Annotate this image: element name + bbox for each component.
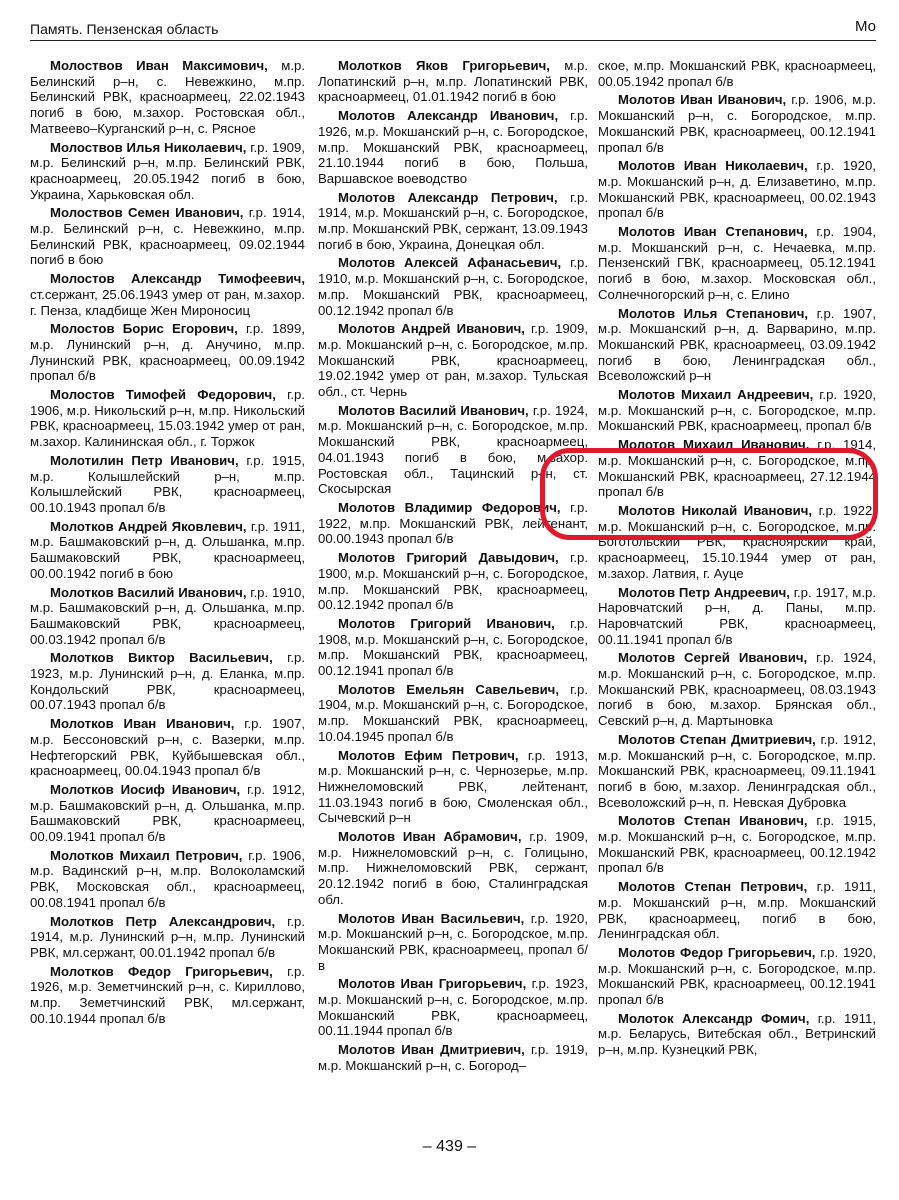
entry-name: Молотилин Петр Иванович, [50, 452, 239, 468]
entry-text: г.р. 1914, м.р. Мокшанский р–н, с. Богородское, м.пр. Мокшанский РВК, красноармеец, 27.12.1944 пропал б/в [598, 437, 876, 500]
entry [318, 403, 588, 497]
entry [598, 437, 876, 500]
entry-text: г.р. 1917, м.р. Наровчатский р–н, д. Паны, м.пр. Наровчатский РВК, красноармеец, 00.11.1941 пропал б/в [598, 584, 876, 647]
entry-name: Молотов Алексей Афанасьевич, [338, 255, 562, 271]
entry [598, 650, 876, 729]
entry-text: г.р. 1906, м.р. Никольский р–н, м.пр. Никольский РВК, красноармеец, 15.03.1942 умер от ран, м.захор. Калининская обл., г. Торжок [30, 387, 305, 450]
entry-text: г.р. 1911, м.р. Беларусь, Витебская обл., Ветринский р–н, м.пр. Кузнецкий РВК, [598, 1010, 876, 1058]
entry-text: г.р. 1911, м.р. Башмаковский р–н, д. Ольшанка, м.пр. Башмаковский РВК, красноармеец, 00.00.1942 погиб в бою [30, 518, 305, 581]
entry-text: г.р. 1920, м.р. Мокшанский р–н, с. Богородское, м.пр. Мокшанский РВК, красноармеец, пропал б/в [318, 910, 588, 973]
entry-name: Молотов Иван Иванович, [618, 92, 787, 108]
entry-name: Молотов Ефим Петрович, [338, 747, 519, 763]
entry-text: г.р. 1923, м.р. Лунинский р–н, д. Еланка, м.пр. Кондольский РВК, красноармеец, 00.07.1943 пропал б/в [30, 650, 305, 713]
entry [598, 813, 876, 876]
entry-name: Молотов Григорий Иванович, [338, 615, 555, 631]
entry-text: г.р. 1911, м.р. Мокшанский р–н, м.пр. Мокшанский РВК, красноармеец, погиб в бою, Ленинградская обл. [598, 879, 876, 942]
entry-name: Молотков Иосиф Иванович, [50, 781, 241, 797]
entry-text: г.р. 1914, м.р. Мокшанский р–н, с. Богородское, м.пр. Мокшанский РВК, сержант, 13.09.1943 погиб в бою, Украина, Донецкая обл. [318, 189, 588, 252]
entry [598, 879, 876, 942]
entry-text: г.р. 1922, м.пр. Мокшанский РВК, лейтенант, 00.00.1943 пропал б/в [318, 499, 588, 547]
entry-text: г.р. 1922, м.р. Мокшанский р–н, с. Богородское, м.пр. Боготольский РВК, Красноярский край, красноармеец, 15.10.1944 умер от ран, м.захор. Латвия, г. Ауце [598, 502, 876, 581]
entry-text: г.р. 1906, м.р. Вадинский р–н, м.пр. Волоколамский РВК, Московская обл., красноармеец, 00.08.1941 пропал б/в [30, 847, 305, 910]
entry [598, 158, 876, 221]
entry-text: г.р. 1906, м.р. Мокшанский р–н, с. Богородское, м.пр. Мокшанский РВК, красноармеец, 00.12.1941 пропал б/в [598, 92, 876, 155]
entry-text: ст.сержант, 25.06.1943 умер от ран, м.захор. г. Пенза, кладбище Жен Мироносиц [30, 286, 305, 318]
entry [318, 550, 588, 613]
entry-name: Молотов Александр Петрович, [338, 189, 558, 205]
entry [30, 716, 305, 779]
entry [30, 914, 305, 961]
entry-name: Молоствов Илья Николаевич, [50, 139, 247, 155]
entry [30, 205, 305, 268]
entry-text: г.р. 1910, м.р. Мокшанский р–н, с. Богородское, м.пр. Мокшанский РВК, красноармеец, 00.12.1942 пропал б/в [318, 255, 588, 318]
entry-name: Молотков Василий Иванович, [50, 584, 247, 600]
column-2 [318, 58, 588, 1138]
entry-name: Молотков Виктор Васильевич, [50, 650, 273, 666]
entry-text: г.р. 1914, м.р. Лунинский р–н, м.пр. Лунинский РВК, мл.сержант, 00.01.1942 пропал б/в [30, 913, 305, 960]
entry-name: Молотов Степан Петрович, [618, 879, 808, 895]
entry-name: Молотков Михаил Петрович, [50, 847, 243, 863]
entry-name: Молотов Илья Степанович, [618, 305, 809, 321]
entry [318, 500, 588, 547]
entry [598, 732, 876, 811]
entry-name: Молоствов Иван Максимович, [50, 58, 268, 73]
entry [30, 58, 305, 137]
entry-name: Молотов Степан Иванович, [618, 813, 808, 829]
entry-name: Молотков Яков Григорьевич, [338, 58, 550, 73]
entry [30, 848, 305, 911]
entry [30, 321, 305, 384]
entry-text: г.р. 1924, м.р. Мокшанский р–н, с. Богородское, м.пр. Мокшанский РВК, красноармеец, 08.03.1943 погиб в бою, м.захор. Брянская обл., Севский р–н, д. Мартыновка [598, 650, 876, 729]
entry-name: Молотов Николай Иванович, [618, 502, 813, 518]
entry [598, 224, 876, 303]
entry-text: г.р. 1909, м.р. Нижнеломовский р–н, с. Голицыно, м.пр. Нижнеломовский РВК, сержант, 20.12.1942 погиб в бою, Сталинградская обл. [318, 829, 588, 907]
entry-text: г.р. 1909, м.р. Мокшанский р–н, с. Богородское, м.пр. Мокшанский РВК, красноармеец, 19.02.1942 умер от ран, м.захор. Тульская обл., ст. Чернь [318, 321, 588, 400]
entry-name: Молотов Иван Дмитриевич, [338, 1042, 525, 1058]
entry-text: г.р. 1920, м.р. Мокшанский р–н, с. Богородское, м.пр. Мокшанский РВК, красноармеец, пропал б/в [598, 387, 876, 434]
entry-name: Молоствов Семен Иванович, [50, 205, 244, 221]
entry-text: г.р. 1912, м.р. Мокшанский р–н, с. Богородское, м.пр. Мокшанский РВК, красноармеец, 09.11.1941 погиб в бою, м.захор. Ленинградская обл., Всеволожский р–н, п. Невская Дубровка [598, 731, 876, 810]
entry-name: Молотов Иван Степанович, [618, 224, 808, 240]
entry-text: г.р. 1924, м.р. Мокшанский р–н, с. Богородское, м.пр. Мокшанский РВК, красноармеец, 04.01.1943 погиб в бою, м.захор. Ростовская обл., Тацинский р–н, ст. Скосырская [318, 402, 588, 497]
entry-name: Молотов Михаил Андреевич, [618, 387, 814, 403]
entry-name: Молотов Александр Иванович, [338, 108, 559, 124]
entry [598, 92, 876, 155]
entry [318, 682, 588, 745]
entry-name: Молотов Петр Андреевич, [618, 584, 790, 600]
entry-text: г.р. 1904, м.р. Мокшанский р–н, с. Богородское, м.пр. Мокшанский РВК, красноармеец, 10.04.1945 пропал б/в [318, 681, 588, 744]
entry-text: г.р. 1919, м.р. Мокшанский р–н, с. Богород– [318, 1042, 588, 1073]
entry [30, 650, 305, 713]
entry [598, 387, 876, 434]
entry [30, 453, 305, 516]
entry-name: Молотов Сергей Иванович, [618, 650, 808, 666]
entry-name: Молотов Андрей Иванович, [338, 321, 525, 337]
entry [598, 306, 876, 385]
entry-text: г.р. 1907, м.р. Бессоновский р–н, с. Вазерки, м.пр. Нефтегорский РВК, Куйбышевская обл., красноармеец, 00.04.1943 пропал б/в [30, 716, 305, 779]
entry-text: г.р. 1899, м.р. Лунинский р–н, д. Анучино, м.пр. Лунинский РВК, красноармеец, 00.09.1942 пропал б/в [30, 321, 305, 384]
entry [30, 271, 305, 318]
entry [598, 585, 876, 648]
entry-text: г.р. 1915, м.р. Мокшанский р–н, с. Богородское, м.пр. Мокшанский РВК, красноармеец, 00.12.1942 пропал б/в [598, 813, 876, 876]
column-1 [30, 58, 305, 1138]
entry [30, 964, 305, 1027]
entry-text: г.р. 1912, м.р. Башмаковский р–н, д. Ольшанка, м.пр. Башмаковский РВК, красноармеец, 00.09.1941 пропал б/в [30, 781, 305, 845]
header-letters: Мо [854, 18, 876, 35]
entry-text: г.р. 1908, м.р. Мокшанский р–н, с. Богородское, м.пр. Мокшанский РВК, красноармеец, 00.12.1941 пропал б/в [318, 615, 588, 679]
entry [318, 108, 588, 187]
entry-name: Молотков Андрей Яковлевич, [50, 518, 247, 534]
entry-name: Молоток Александр Фомич, [618, 1010, 810, 1026]
header-title: Память. Пензенская область [30, 21, 219, 37]
entry-text: г.р. 1914, м.р. Белинский р–н, с. Невежкино, м.пр. Белинский РВК, красноармеец, 09.02.1944 погиб в бою [30, 205, 305, 268]
entry-name: Молотов Иван Абрамович, [338, 829, 522, 845]
entry [318, 748, 588, 827]
entry [598, 1011, 876, 1058]
entry-text: г.р. 1900, м.р. Мокшанский р–н, с. Богородское, м.пр. Мокшанский РВК, красноармеец, 00.12.1942 пропал б/в [318, 550, 588, 613]
entry-text: г.р. 1913, м.р. Мокшанский р–н, с. Чернозерье, м.пр. Нижнеломовский РВК, лейтенант, 11.03.1943 погиб в бою, Смоленская обл., Сычевский р–н [318, 747, 588, 826]
entry-name: Молотов Григорий Давыдович, [338, 550, 559, 566]
entry-name: Молостов Александр Тимофеевич, [50, 271, 305, 287]
entry-name: Молотов Иван Васильевич, [338, 910, 525, 926]
entry [318, 190, 588, 253]
entry-name: Молотков Федор Григорьевич, [50, 963, 273, 979]
running-header [30, 18, 876, 41]
entry-name: Молотов Василий Иванович, [338, 402, 529, 418]
entry-name: Молостов Борис Егорович, [50, 321, 238, 337]
entry-name: Молотов Емельян Савельевич, [338, 681, 560, 697]
entry [598, 503, 876, 582]
entry-name: Молостов Тимофей Федорович, [50, 387, 276, 403]
entry-text: ское, м.пр. Мокшанский РВК, красноармеец, 00.05.1942 пропал б/в [598, 58, 876, 89]
entry [30, 519, 305, 582]
entry-text: г.р. 1923, м.р. Мокшанский р–н, с. Богородское, м.пр. Мокшанский РВК, красноармеец, 00.11.1944 пропал б/в [318, 976, 588, 1039]
page-number: – 439 – [422, 1138, 477, 1155]
entry [318, 976, 588, 1039]
entry-name: Молотов Владимир Федорович, [338, 499, 561, 515]
entry [318, 321, 588, 400]
entry-name: Молотов Иван Николаевич, [618, 158, 808, 174]
entry-text: г.р. 1920, м.р. Мокшанский р–н, д. Елизаветино, м.пр. Мокшанский РВК, красноармеец, 00.02.1943 пропал б/в [598, 158, 876, 221]
entry-text: г.р. 1907, м.р. Мокшанский р–н, д. Варварино, м.пр. Мокшанский РВК, красноармеец, 03.09.1942 погиб в бою, Ленинградская обл., Всеволожский р–н [598, 305, 876, 384]
entry-name: Молотов Степан Дмитриевич, [618, 731, 816, 747]
entry [30, 585, 305, 648]
entry-name: Молотов Федор Григорьевич, [618, 944, 816, 960]
entry [318, 911, 588, 974]
entry [598, 945, 876, 1008]
entry-name: Молотков Петр Александрович, [50, 913, 276, 929]
entry-text: г.р. 1920, м.р. Мокшанский р–н, с. Богородское, м.пр. Мокшанский РВК, красноармеец, 00.12.1941 пропал б/в [598, 944, 876, 1008]
entry [318, 255, 588, 318]
entry-name: Молотков Иван Иванович, [50, 716, 235, 732]
entry [318, 829, 588, 908]
entry-name: Молотов Иван Григорьевич, [338, 976, 527, 992]
entry [30, 387, 305, 450]
entry-text: г.р. 1910, м.р. Башмаковский р–н, д. Ольшанка, м.пр. Башмаковский РВК, красноармеец, 00.03.1942 пропал б/в [30, 584, 305, 647]
entry-text: г.р. 1904, м.р. Мокшанский р–н, с. Нечаевка, м.пр. Пензенский ГВК, красноармеец, 05.12.1941 погиб в бою, м.захор. Московская обл., Солнечногорский р–н, с. Елино [598, 224, 876, 302]
entry [318, 616, 588, 679]
entry-text: г.р. 1909, м.р. Белинский р–н, м.пр. Белинский РВК, красноармеец, 20.05.1942 погиб в бою, Украина, Харьковская обл. [30, 139, 305, 202]
entry-text: м.р. Белинский р–н, с. Невежкино, м.пр. Белинский РВК, красноармеец, 22.02.1943 погиб в бою, м.захор. Ростовская обл., Матвеево–Курганский р–н, с. Рясное [30, 58, 305, 136]
column-3 [598, 58, 876, 1138]
entry [318, 58, 588, 105]
entry-text: г.р. 1926, м.р. Земетчинский р–н, с. Кириллово, м.пр. Земетчинский РВК, мл.сержант, 00.10.1944 пропал б/в [30, 963, 305, 1026]
entry-text: г.р. 1926, м.р. Мокшанский р–н, с. Богородское, м.пр. Мокшанский РВК, красноармеец, 21.10.1944 погиб в бою, Польша, Варшавское воеводство [318, 108, 588, 186]
entry [318, 1042, 588, 1073]
entry-name: Молотов Михаил Иванович, [618, 437, 810, 453]
entry-text: г.р. 1915, м.р. Колышлейский р–н, м.пр. Колышлейский РВК, красноармеец, 00.10.1943 пропал б/в [30, 452, 305, 515]
entry-text: м.р. Лопатинский р–н, м.пр. Лопатинский РВК, красноармеец, 01.01.1942 погиб в бою [318, 58, 588, 105]
entry [30, 140, 305, 203]
entry [30, 782, 305, 845]
entry [598, 58, 876, 89]
